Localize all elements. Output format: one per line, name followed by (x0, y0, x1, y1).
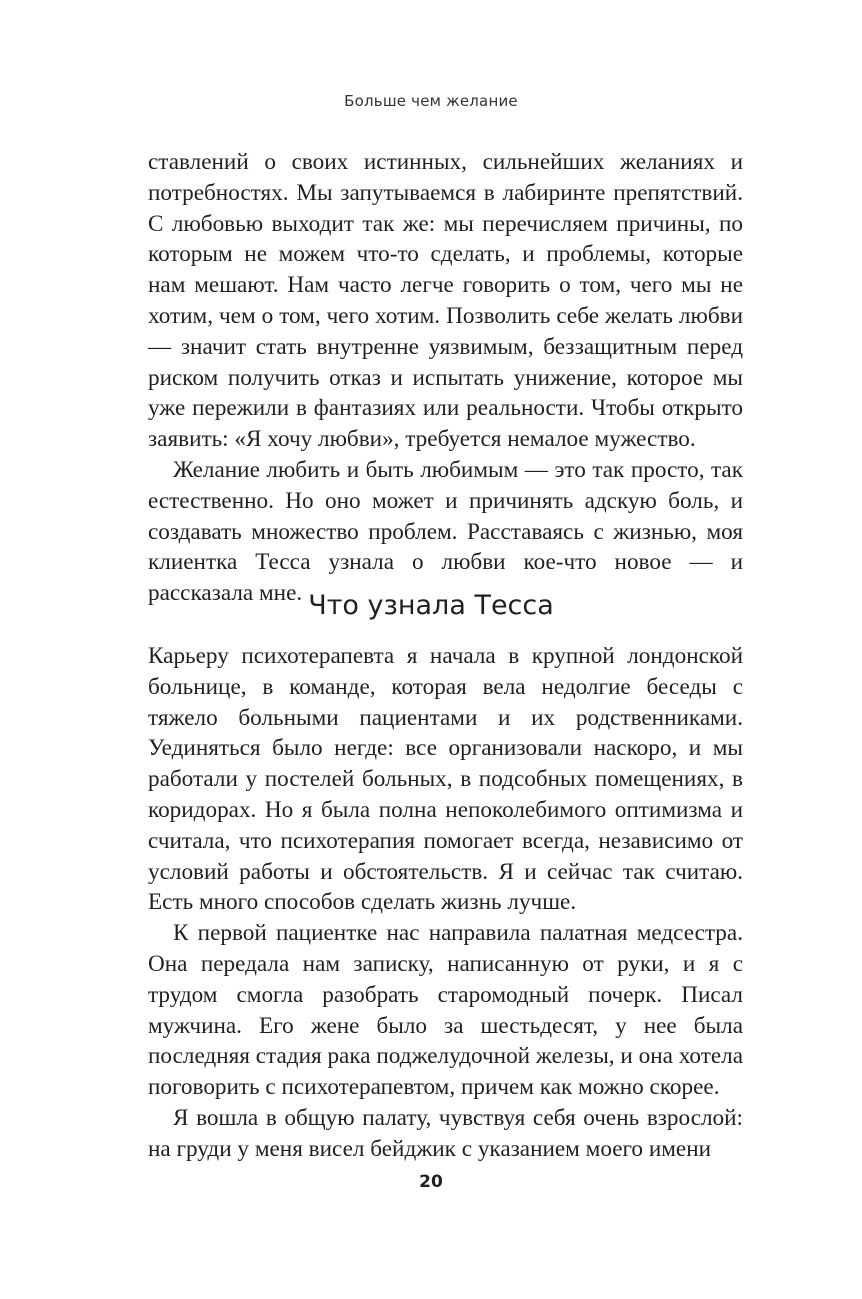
body-top-text (148, 147, 743, 609)
paragraph: ставлений о своих истинных, сильнейших желаниях и потребностях. Мы запутываемся в лабиринте препятствий. С любовью выходит так же: мы перечисляем причины, по которым не можем что-то сделать, и проблемы, которые нам мешают. Нам часто легче говорить о том, чего мы не хотим, чем о том, чего хотим. Позволить себе желать любви — значит стать внутренне уязвимым, беззащитным перед риском получить отказ и испытать унижение, которое мы уже пережили в фантазиях или реальности. Чтобы открыто заявить: «Я хочу любви», требуется немалое мужество. (148, 149, 743, 453)
page-number: 20 (419, 1172, 443, 1192)
paragraph: Я вошла в общую палату, чувствуя себя очень взрослой: на груди у меня висел бейджик с указанием моего имени (148, 1104, 743, 1162)
paragraph: Карьеру психотерапевта я начала в крупной лондонской больнице, в команде, которая вела недолгие беседы с тяжело больными пациентами и их родственниками. Уединяться было негде: все организовали наскоро, и мы работали у постелей больных, в подсобных помещениях, в коридорах. Но я была полна непоколебимого оптимизма и считала, что психотерапия помогает всегда, независимо от условий работы и обстоятельств. Я и сейчас так считаю. Есть много способов сделать жизнь лучше. (148, 643, 743, 916)
section-heading: Что узнала Тесса (308, 590, 554, 621)
paragraph: К первой пациентке нас направила палатная медсестра. Она передала нам записку, написанную от руки, и я с трудом смогла разобрать старомодный почерк. Писал мужчина. Его жене было за шестьдесят, у нее была последняя стадия рака поджелудочной железы, и она хотела поговорить с психотерапевтом, причем как можно скорее. (148, 920, 743, 1101)
section-body-text (148, 641, 743, 1165)
paragraph: Желание любить и быть любимым — это так просто, так естественно. Но оно может и причинять адскую боль, и создавать множество проблем. Расставаясь с жизнью, моя клиентка Тесса узнала о любви кое-что новое — и рассказала мне. (148, 456, 743, 607)
running-head-title: Больше чем желание (344, 92, 518, 110)
